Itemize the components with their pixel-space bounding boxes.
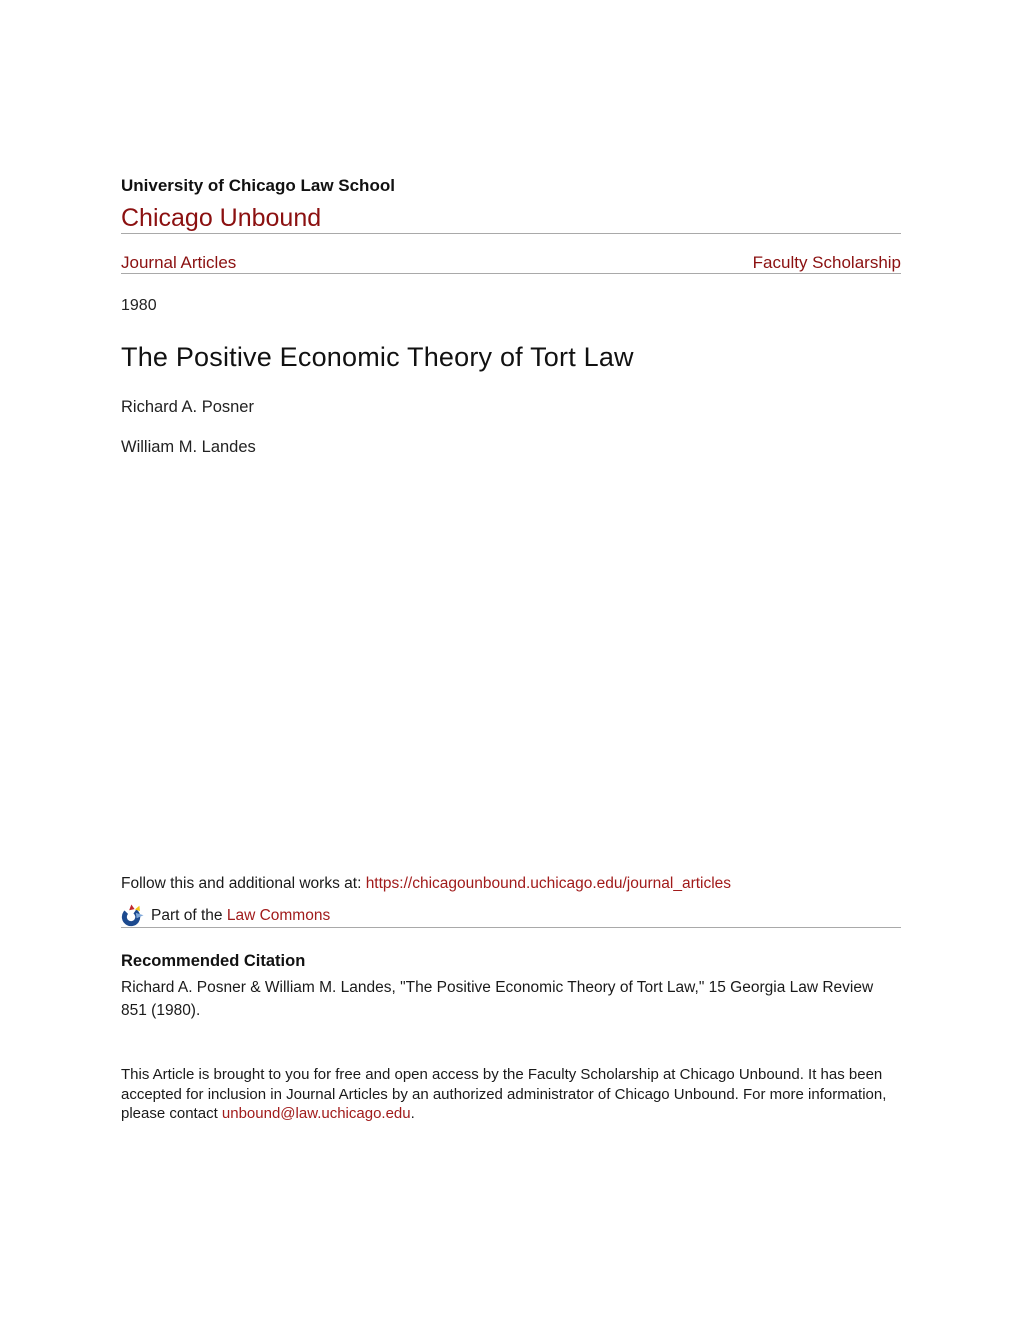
repository-title: Chicago Unbound xyxy=(121,204,322,232)
follow-works-line xyxy=(121,874,901,893)
page-container xyxy=(121,0,901,1124)
divider-top xyxy=(121,233,901,234)
faculty-scholarship-link[interactable]: Faculty Scholarship xyxy=(752,253,901,272)
law-commons-link[interactable]: Law Commons xyxy=(226,907,331,924)
divider-citation xyxy=(121,927,901,928)
part-of-label: Part of the xyxy=(151,907,227,924)
publication-year: 1980 xyxy=(121,297,157,314)
commons-line xyxy=(121,904,901,927)
journal-articles-link[interactable]: Journal Articles xyxy=(121,253,237,272)
repository-url-link[interactable]: https://chicagounbound.uchicago.edu/journal_articles xyxy=(365,875,732,892)
article-title: The Positive Economic Theory of Tort Law xyxy=(121,342,634,372)
digital-commons-network-icon xyxy=(121,904,144,927)
contact-email-link[interactable]: unbound@law.uchicago.edu xyxy=(221,1105,411,1122)
citation-text: Richard A. Posner & William M. Landes, "The Positive Economic Theory of Tort Law," 15 Georgia Law Review 851 (1980). xyxy=(121,979,874,1019)
author-name: William M. Landes xyxy=(121,438,256,456)
access-statement-text: This Article is brought to you for free and open access by the Faculty Scholarship at Chicago Unbound. It has been accepted for inclusion in Journal Articles by an authorized administrator of Chicago Unbound. For more information, please contact xyxy=(121,1066,887,1122)
recommended-citation-heading: Recommended Citation xyxy=(121,952,306,970)
commons-text xyxy=(151,906,330,925)
access-statement xyxy=(121,1065,907,1124)
author-name: Richard A. Posner xyxy=(121,398,254,416)
divider-nav xyxy=(121,273,901,274)
access-statement-period: . xyxy=(410,1105,415,1122)
breadcrumb-row xyxy=(121,253,901,273)
follow-works-label: Follow this and additional works at: xyxy=(121,875,366,892)
institution-name: University of Chicago Law School xyxy=(121,176,395,195)
